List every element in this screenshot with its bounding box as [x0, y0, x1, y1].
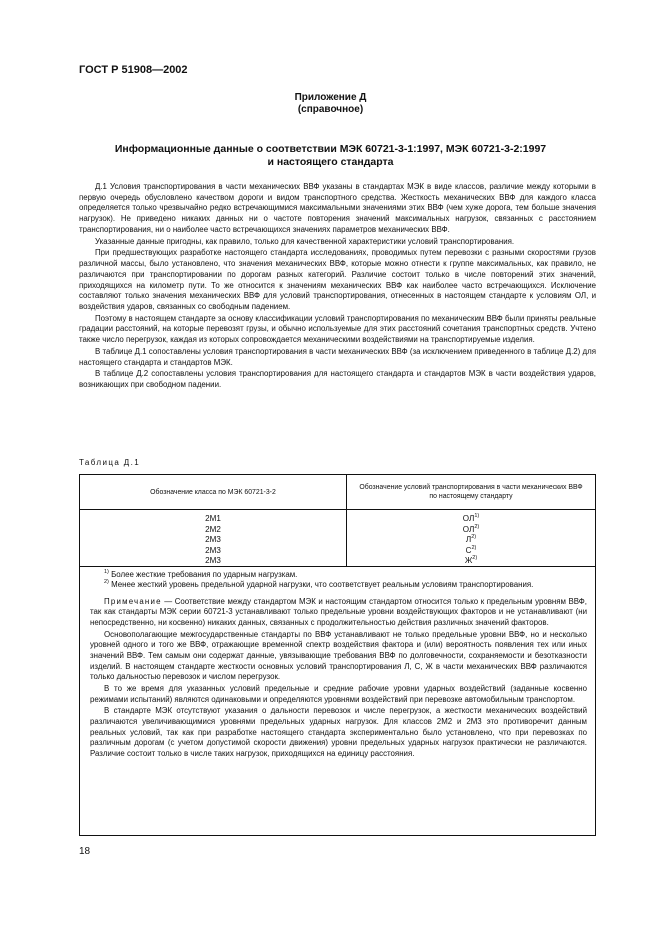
table-caption: Таблица Д.1	[79, 458, 141, 467]
note-paragraph: В стандарте МЭК отсутствуют указания о дальности перевозок и числе перегрузок, а жесткости механических воздействий различаются увеличивающимися уровнями предельных ударных нагрузок. Для классов 2M2 и 2M3 это противоречит данным реальных условий, так как при разработке настоящего стандарта экспериментально было установлено, что при перевозках по различным дорогам (с учетом допустимой скорости движения) уровни предельных ударных нагрузок практически не различаются. Различие состоит только в числе таких нагрузок, приходящихся на единицу расстояния.	[90, 706, 587, 758]
paragraph: В таблице Д.2 сопоставлены условия транспортирования для настоящего стандарта и стандартов МЭК в части воздействия ударов, возникающих при свободном падении.	[79, 369, 596, 390]
table-cell-gost: ОЛ$^{1)}$	[462, 513, 480, 523]
table-footnotes	[80, 567, 595, 591]
paragraph: При предшествующих разработке настоящего стандарта исследованиях, проводимых путем перевозки с разными скоростями грузов различной массы, было установлено, что значения механических ВВФ, которые можно отнести к группе максимальных, как правило, не различаются при транспортировании по дорогам разных категорий. Различие состоит только в числе повторений этих значений, приходящихся на километр пути. То же относится к значениям механических ВВФ как наиболее часто встречающихся. Исключение составляют только значения механических ВВФ для условий транспортирования, отнесенных в настоящем стандарте к условиям ОЛ, и воздействия ударов, связанных со свободным падением.	[79, 248, 596, 311]
footnote-ref: 2)	[471, 544, 477, 551]
table-cell-gost: ОЛ$^{2)}$	[462, 523, 480, 534]
footnote-ref: 2)	[472, 555, 478, 562]
iec-class-column	[80, 510, 347, 566]
table-cell-iec: 2M3	[205, 556, 221, 566]
appendix-heading	[0, 92, 661, 116]
footnote-ref: 2)	[471, 534, 477, 541]
section-title	[60, 143, 601, 168]
page-number: 18	[79, 846, 91, 857]
table-cell-gost: $Л^{2)}$	[465, 534, 477, 545]
footnote: $^{1)}$ Более жесткие требования по ударным нагрузкам.	[104, 569, 298, 579]
note-label: Примечание	[104, 596, 162, 606]
table-cell-gost: $С^{2)}$	[465, 544, 477, 555]
table-cell-iec: 2M2	[205, 524, 221, 534]
body-text	[79, 182, 596, 392]
footnote-ref: 2)	[474, 523, 480, 530]
table-header-iec-class: Обозначение класса по МЭК 60721-3-2	[80, 475, 347, 509]
table-cell-iec: 2M1	[205, 514, 221, 523]
section-title-line1: Информационные данные о соответствии МЭК 60721-3-1:1997, МЭК 60721-3-2:1997	[114, 143, 547, 155]
note-paragraph: Примечание — Соответствие между стандартом МЭК и настоящим стандартом относится только к предельным уровням ВВФ, так как стандарты МЭК серии 60721-3 устанавливают только предельные уровни воздействующих факторов и не устанавливают (ни непосредственно, ни косвенно) никаких данных, связанных с продолжительностью действия различных значений факторов.	[90, 596, 587, 627]
paragraph: Указанные данные пригодны, как правило, только для качественной характеристики условий транспортирования.	[95, 236, 515, 246]
table-header-gost-condition: Обозначение условий транспортирования в части механических ВВФ по настоящему стандарту	[359, 484, 583, 500]
table-cell-iec: 2M3	[205, 545, 221, 555]
paragraph: Д.1 Условия транспортирования в части механических ВВФ указаны в стандартах МЭК в виде классов, различие между которыми в первую очередь обусловлено качеством дороги и видом транспортного средства. Жесткость механических ВВФ для каждого класса определяется только чрезвычайно редко встречающимися максимальными значениями этих ВВФ (чем хуже дорога, тем больше значения нагрузок). Не приведено никаких данных ни о частоте повторения значений максимальных нагрузок, связанных с расстоянием транспортирования, ни о наиболее часто встречающихся значениях параметров механических ВВФ.	[79, 182, 596, 234]
table-d1	[79, 474, 596, 836]
table-cell-gost: $Ж^{2)}$	[464, 555, 478, 566]
document-header: ГОСТ Р 51908—2002	[79, 64, 188, 76]
table-cell-iec: 2M3	[205, 535, 221, 545]
gost-condition-column	[347, 510, 595, 566]
appendix-subtitle: (справочное)	[297, 104, 364, 115]
paragraph: Поэтому в настоящем стандарте за основу классификации условий транспортирования по механическим ВВФ были приняты реальные градации расстояний, на которые перевозят грузы, и обычно используемые для этих расстояний сочетания транспортных средств. Учтено также число перегрузок, каждая из которых сопровождается механическими воздействиями на транспортируемые изделия.	[79, 313, 596, 345]
table-body	[80, 510, 595, 567]
footnote: $^{2)}$ Менее жесткий уровень предельной ударной нагрузки, что соответствует реальным условиям транспортирования.	[104, 579, 534, 590]
footnote-ref: 1)	[474, 513, 480, 519]
paragraph: В таблице Д.1 сопоставлены условия транспортирования в части механических ВВФ (за исключением приведенного в таблице Д.2) для настоящего стандарта и стандартов МЭК.	[79, 346, 596, 367]
appendix-title: Приложение Д	[294, 92, 367, 103]
table-header-row	[80, 475, 595, 510]
table-note	[80, 591, 595, 759]
section-title-line2: и настоящего стандарта	[267, 155, 394, 168]
note-paragraph: Основополагающие межгосударственные стандарты по ВВФ устанавливают не только предельные уровни ВВФ, но и несколько уровней одного и того же ВВФ, отражающие временной спектр воздействия фактора и (или) вероятность появления тех или иных значений ВВФ. Тем самым они содержат данные, увязывающие требования ВВФ по долговечности, сохраняемости и безотказности изделий. В настоящем стандарте жесткости основных условий транспортирования Л, С, Ж в части механических ВВФ различаются только дальностью перевозок и числом перегрузок.	[90, 629, 587, 682]
note-paragraph: В то же время для указанных условий предельные и средние рабочие уровни ударных воздействий (заданные косвенно режимами испытаний) являются одинаковыми и определяются уровнями воздействий при перевозке автомобильным транспортом.	[90, 683, 587, 704]
